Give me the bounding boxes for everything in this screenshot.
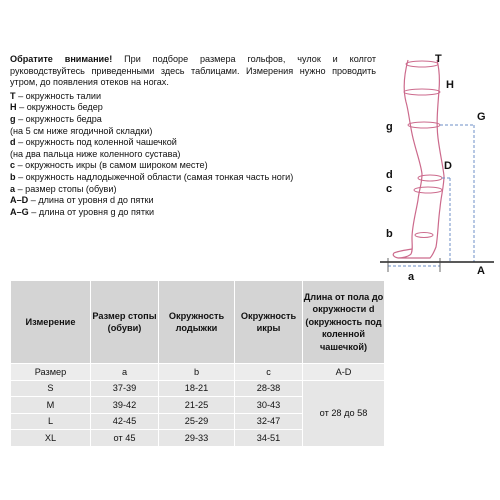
- definition-line: [10, 195, 376, 207]
- definition-key: H: [10, 102, 17, 113]
- definition-text: – окружность под коленной чашечкой: [15, 137, 177, 148]
- definition-text: – окружность икры (в самом широком месте): [15, 160, 208, 171]
- label-g: g: [386, 121, 393, 133]
- definition-key: a: [10, 183, 16, 194]
- table-cell: 28-38: [235, 380, 303, 397]
- foot-toes: [393, 249, 412, 258]
- leg-diagram: [378, 50, 496, 280]
- label-T: T: [435, 53, 442, 65]
- leg-outline-svg: [378, 50, 496, 280]
- table-cell: c: [235, 364, 303, 381]
- label-D: D: [444, 160, 452, 172]
- attention-label: Обратите внимание!: [10, 54, 113, 64]
- label-A: A: [477, 265, 485, 277]
- header-calf: Окружность икры: [235, 281, 303, 364]
- hip-ring: [404, 89, 440, 95]
- table-cell: a: [91, 364, 159, 381]
- table-cell: 21-25: [159, 397, 235, 414]
- definition-text: – окружность бедер: [16, 102, 103, 113]
- label-G: G: [477, 111, 486, 123]
- calf-ring: [414, 187, 442, 193]
- definition-text: (на 5 см ниже ягодичной складки): [10, 125, 153, 136]
- definition-text: – размер стопы (обуви): [15, 183, 117, 194]
- measurement-guides: [388, 125, 474, 266]
- length-range-cell: от 28 до 58: [303, 380, 385, 446]
- size-table-wrap: [10, 280, 384, 447]
- table-cell: S: [11, 380, 91, 397]
- table-cell: 30-43: [235, 397, 303, 414]
- definition-line: [10, 126, 376, 138]
- definition-line: [10, 207, 376, 219]
- label-b: b: [386, 228, 393, 240]
- definition-line: [10, 114, 376, 126]
- label-H: H: [446, 79, 454, 91]
- label-c: c: [386, 183, 393, 195]
- label-a: a: [408, 271, 415, 280]
- definition-key: c: [10, 160, 16, 171]
- table-cell: 25-29: [159, 413, 235, 430]
- table-cell: XL: [11, 430, 91, 447]
- table-cell: 29-33: [159, 430, 235, 447]
- definition-line: [10, 160, 376, 172]
- table-cell: 32-47: [235, 413, 303, 430]
- table-cell: Размер: [11, 364, 91, 381]
- definition-key: A–D: [10, 195, 29, 206]
- table-subheader-row: [11, 364, 385, 381]
- table-cell: M: [11, 397, 91, 414]
- definition-line: [10, 149, 376, 161]
- table-row: [11, 380, 385, 397]
- definition-text: – окружность бедра: [15, 113, 102, 124]
- definition-text: – окружность надлодыжечной области (самая тонкая часть ноги): [15, 171, 294, 182]
- definition-key: b: [10, 171, 16, 182]
- table-cell: 18-21: [159, 380, 235, 397]
- definition-text: (на два пальца ниже коленного сустава): [10, 148, 181, 159]
- table-header-row: [11, 281, 385, 364]
- table-cell: b: [159, 364, 235, 381]
- size-table: [10, 280, 385, 447]
- definition-key: A–G: [10, 206, 29, 217]
- definition-text: – длина от уровня d до пятки: [28, 195, 154, 206]
- definition-text: – окружность талии: [15, 90, 102, 101]
- thigh-ring: [408, 122, 440, 128]
- header-measurement: Измерение: [11, 281, 91, 364]
- header-ankle: Окружность лодыжки: [159, 281, 235, 364]
- table-cell: L: [11, 413, 91, 430]
- ankle-ring: [415, 233, 433, 238]
- label-d: d: [386, 169, 393, 181]
- table-cell: 42-45: [91, 413, 159, 430]
- intro-paragraph: [10, 54, 376, 89]
- measurement-marks: [404, 61, 442, 238]
- header-foot-size: Размер стопы (обуви): [91, 281, 159, 364]
- measurement-notes: [10, 54, 376, 218]
- header-length: Длина от пола до окружности d (окружность под коленной чашечкой): [303, 281, 385, 364]
- definition-line: [10, 172, 376, 184]
- table-cell: A-D: [303, 364, 385, 381]
- definition-line: [10, 184, 376, 196]
- definition-key: g: [10, 113, 16, 124]
- definition-key: d: [10, 137, 16, 148]
- definition-line: [10, 137, 376, 149]
- table-cell: 37-39: [91, 380, 159, 397]
- table-cell: 39-42: [91, 397, 159, 414]
- table-cell: 34-51: [235, 430, 303, 447]
- definition-line: [10, 91, 376, 103]
- definition-key: T: [10, 90, 16, 101]
- definition-line: [10, 102, 376, 114]
- intro-text: При подборе размера гольфов, чулок и колгот руководствуйтесь приведенными здесь таблицами. Измерения нужно проводить утром, до появления отеков на ногах.: [10, 54, 376, 88]
- definition-text: – длина от уровня g до пятки: [28, 206, 155, 217]
- table-cell: от 45: [91, 430, 159, 447]
- waist-ring: [406, 61, 438, 67]
